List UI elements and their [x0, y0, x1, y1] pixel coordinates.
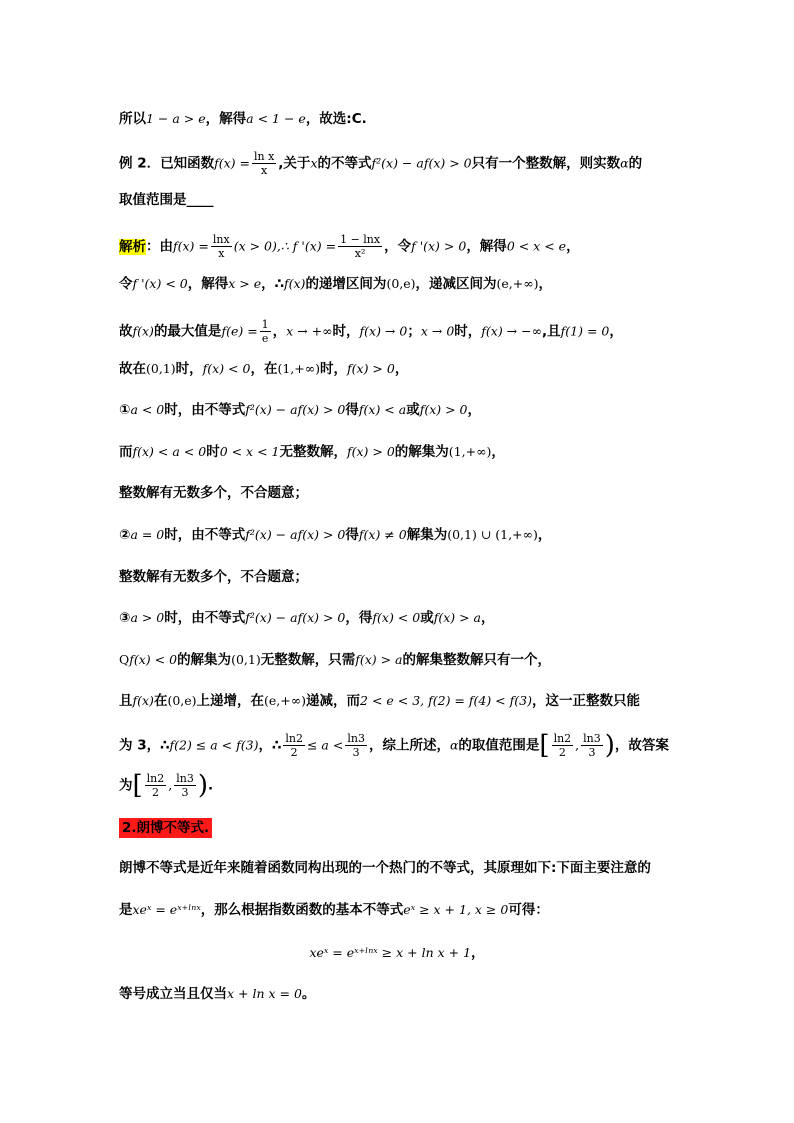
denominator: 3 — [588, 746, 596, 759]
math: α — [449, 737, 459, 753]
case-marker: ① — [119, 402, 131, 418]
text: 是 — [119, 902, 133, 918]
math: (0,e) — [386, 276, 416, 291]
math: xeˣ = eˣ⁺ˡⁿˣ — [132, 902, 201, 917]
text: ，解得 — [205, 111, 247, 127]
math: xeˣ = eˣ⁺ˡⁿˣ ≥ x + ln x + 1 — [309, 945, 472, 960]
line-5 — [119, 275, 694, 293]
math: f(x) ≠ 0 — [358, 527, 407, 542]
numerator: ln2 — [146, 772, 165, 785]
fraction — [211, 233, 232, 260]
math: f(x) > 0 — [346, 444, 395, 459]
text: ， — [467, 402, 482, 418]
right-paren: ) — [197, 770, 209, 801]
text: ， — [481, 610, 495, 626]
line-16 — [119, 732, 694, 759]
text: ， — [537, 527, 552, 543]
text: ，解得 — [187, 276, 229, 292]
numerator: ln x — [253, 150, 275, 163]
text: 的解集为 — [177, 652, 232, 668]
text: 取值范围是____ — [119, 192, 214, 208]
math: (e,+∞) — [496, 276, 539, 291]
math: 1 − a > e — [146, 111, 206, 126]
text: ， — [491, 444, 505, 460]
line-6 — [119, 318, 694, 345]
math: f(1) = 0 — [560, 323, 610, 339]
fraction — [260, 318, 271, 345]
line-14 — [119, 651, 694, 669]
math: f(x) < 0 — [372, 610, 421, 625]
text: 只有一个整数解，则实数 — [471, 155, 621, 172]
fraction — [283, 732, 305, 759]
text: ； — [407, 323, 421, 340]
text: 无整数解， — [279, 444, 347, 460]
math: a < 1 − e — [246, 111, 306, 126]
line-11 — [119, 526, 694, 544]
text: ，这一正整数只能 — [531, 693, 640, 709]
text: 的最大值是 — [153, 323, 222, 340]
text: ，令 — [384, 238, 412, 255]
math: f(2) ≤ a < f(3) — [169, 737, 259, 753]
line-7 — [119, 360, 694, 378]
math: (0,1) ∪ (1,+∞) — [447, 527, 538, 542]
text: 时，由不等式 — [164, 610, 246, 626]
comma: , — [168, 777, 173, 793]
math: 0 < x < 1 — [219, 444, 280, 459]
text: 故在 — [119, 361, 146, 377]
text: 时， — [454, 323, 482, 340]
text: 时， — [320, 361, 348, 377]
text: ，在 — [250, 361, 278, 377]
denominator: x² — [354, 247, 366, 260]
math: f²(x) − af(x) > 0 — [245, 402, 346, 417]
text: ，那么根据指数函数的基本不等式 — [200, 902, 404, 918]
fraction — [174, 772, 196, 799]
text: 所以 — [119, 111, 146, 127]
text: ，解得 — [466, 238, 507, 255]
math: f '(x) < 0 — [132, 276, 188, 291]
line-1 — [119, 110, 694, 128]
denominator: x — [218, 247, 225, 260]
math: x > e — [228, 276, 262, 291]
text: 上递增，在 — [196, 693, 265, 709]
text: 为 3，∴ — [119, 737, 170, 754]
text: ,关于 — [278, 155, 311, 172]
section-title: 2.朗博不等式. — [119, 818, 212, 838]
text: 得 — [345, 527, 359, 543]
text: 的取值范围是 — [458, 737, 540, 754]
math: eˣ ≥ x + 1, x ≥ 0 — [403, 902, 509, 917]
math: f(x) < 0 — [202, 361, 251, 376]
text: 时， — [332, 323, 360, 340]
text: 。 — [301, 986, 316, 1002]
text: 的解集为 — [394, 444, 449, 460]
text: ， — [394, 361, 409, 377]
denominator: 3 — [181, 786, 189, 799]
math: (0,1) — [231, 652, 261, 667]
case-marker: ③ — [119, 610, 131, 626]
text: 时，由不等式 — [164, 402, 246, 418]
section-heading — [119, 819, 694, 837]
text: ，得 — [345, 610, 373, 626]
math: f '(x) > 0 — [411, 238, 467, 254]
line-20 — [119, 901, 694, 919]
text: 或 — [406, 402, 420, 418]
fraction — [581, 732, 603, 759]
math: ≤ a < — [306, 737, 344, 753]
line-3 — [119, 191, 694, 209]
text: ，故答案 — [614, 737, 669, 754]
math: f(x) → −∞ — [481, 323, 543, 339]
text: 或 — [420, 610, 434, 626]
text: ，∴ — [261, 276, 284, 292]
line-13 — [119, 609, 694, 627]
denominator: 2 — [558, 746, 566, 759]
because-symbol: Q — [119, 652, 130, 667]
text: ,且 — [542, 323, 561, 340]
math: f²(x) − af(x) > 0 — [245, 527, 346, 542]
text: ，综上所述， — [368, 737, 450, 754]
math: α — [620, 155, 629, 171]
denominator: x — [261, 164, 268, 177]
text: 的递增区间为 — [305, 276, 387, 292]
math: f(x) > 0 — [347, 361, 395, 376]
text: ，∴ — [258, 737, 282, 754]
math: a < 0 — [130, 402, 165, 417]
math: f(x) = — [214, 155, 250, 171]
denominator: e — [261, 332, 269, 345]
math: a > 0 — [130, 610, 165, 625]
text: 的不等式 — [317, 155, 372, 172]
line-10 — [119, 484, 694, 502]
text: 时 — [206, 444, 220, 460]
numerator: lnx — [212, 233, 230, 246]
text: ， — [566, 238, 580, 255]
fraction — [338, 233, 382, 260]
text: 朗博不等式是近年来随着函数同构出现的一个热门的不等式，其原理如下:下面主要注意的 — [119, 860, 651, 876]
text: 的解集整数解只有一个， — [402, 652, 552, 668]
text: 的 — [628, 155, 643, 172]
text: ， — [538, 276, 553, 292]
math: f(x) < 0 — [129, 652, 178, 667]
text: 为 — [119, 777, 133, 794]
denominator: 2 — [290, 746, 298, 759]
math: f²(x) − af(x) > 0 — [245, 610, 346, 625]
math: f(x) > 0 — [419, 402, 468, 417]
numerator: 1 — [261, 318, 269, 331]
text: 时， — [175, 361, 203, 377]
text: 解集为 — [406, 527, 448, 543]
denominator: 3 — [352, 746, 360, 759]
line-22 — [119, 985, 694, 1003]
math: f²(x) − af(x) > 0 — [371, 155, 472, 171]
math: 2 < e < 3, f(2) = f(4) < f(3) — [360, 693, 532, 708]
numerator: ln3 — [176, 772, 194, 785]
math: f(x) — [132, 323, 154, 339]
right-paren: ) — [604, 730, 615, 761]
line-19 — [119, 859, 694, 877]
numerator: ln2 — [285, 732, 303, 745]
math: x → 0 — [420, 323, 455, 339]
math: (e,+∞) — [264, 693, 307, 708]
text: 而 — [119, 444, 133, 460]
fraction — [552, 732, 574, 759]
math: f(x) > a — [433, 610, 482, 625]
math: (0,1) — [146, 361, 176, 376]
math: f(x) > a — [355, 652, 403, 667]
numerator: ln3 — [347, 732, 365, 745]
line-17 — [119, 772, 694, 799]
line-4 — [119, 233, 694, 260]
text: . — [208, 777, 214, 794]
left-bracket: [ — [539, 730, 550, 761]
fraction — [145, 772, 167, 799]
math: (x > 0),∴ f '(x) = — [233, 238, 337, 254]
line-9 — [119, 443, 694, 461]
text: ， — [471, 945, 485, 961]
text: 整数解有无数多个，不合题意； — [119, 485, 308, 501]
math: (1,+∞) — [448, 444, 492, 459]
math: f(x) — [132, 693, 154, 708]
math: f(x) — [284, 276, 306, 291]
text: 递减，而 — [306, 693, 361, 709]
line-12 — [119, 568, 694, 586]
math: 0 < x < e — [506, 238, 567, 254]
math: x → +∞ — [286, 323, 333, 339]
text: ， — [609, 323, 623, 340]
math: f(x) = — [173, 238, 209, 254]
text: 无整数解，只需 — [260, 652, 356, 668]
display-formula — [0, 944, 794, 962]
line-2 — [119, 150, 694, 177]
numerator: ln2 — [553, 732, 572, 745]
math: f(x) < a < 0 — [132, 444, 207, 459]
case-marker: ② — [119, 527, 131, 543]
text: ，递减区间为 — [415, 276, 497, 292]
math: a = 0 — [130, 527, 165, 542]
numerator: 1 − lnx — [340, 233, 381, 246]
example-label: 例 2．已知函数 — [119, 155, 215, 172]
math: f(e) = — [221, 323, 258, 339]
text: ， — [272, 323, 287, 340]
text: 在 — [153, 693, 168, 709]
line-8 — [119, 401, 694, 419]
math: x + ln x = 0 — [227, 986, 302, 1001]
math: x — [310, 155, 318, 171]
text: 可得： — [508, 902, 549, 918]
text: 得 — [345, 402, 359, 418]
numerator: ln3 — [583, 732, 601, 745]
denominator: 2 — [151, 786, 159, 799]
math: f(x) < a — [358, 402, 407, 417]
text: 整数解有无数多个，不合题意； — [119, 569, 308, 585]
line-15 — [119, 692, 694, 710]
text: ，故选:C. — [305, 111, 367, 127]
analysis-tag: 解析 — [119, 238, 146, 255]
fraction — [252, 150, 276, 177]
math: f(x) → 0 — [359, 323, 408, 339]
comma: , — [575, 737, 580, 753]
math: (0,e) — [167, 693, 197, 708]
text: 令 — [119, 276, 133, 292]
math: (1,+∞) — [277, 361, 321, 376]
text: 时，由不等式 — [164, 527, 246, 543]
text: 故 — [119, 323, 133, 340]
text: 且 — [119, 693, 133, 709]
text: 等号成立当且仅当 — [119, 986, 227, 1002]
text: ：由 — [146, 238, 173, 255]
left-bracket: [ — [132, 770, 143, 801]
fraction — [345, 732, 367, 759]
